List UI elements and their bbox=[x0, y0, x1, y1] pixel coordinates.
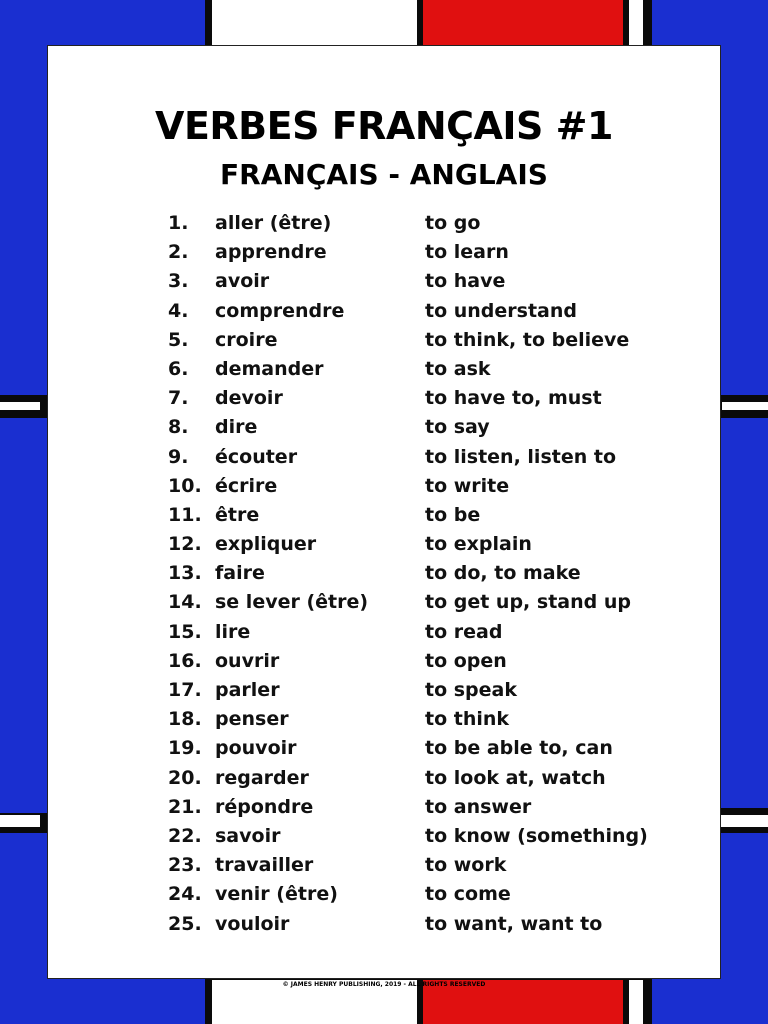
french-verb: parler bbox=[215, 679, 280, 701]
item-number: 15. bbox=[168, 620, 202, 643]
french-verb: ouvrir bbox=[215, 649, 280, 672]
page-title: VERBES FRANÇAIS #1 bbox=[155, 104, 613, 148]
vocabulary-card bbox=[47, 45, 721, 979]
english-translation: to speak bbox=[425, 679, 518, 701]
item-number: 4. bbox=[168, 299, 189, 322]
item-number: 16. bbox=[168, 649, 202, 672]
item-number: 12. bbox=[168, 533, 202, 556]
list-item bbox=[48, 735, 720, 764]
item-number: 6. bbox=[168, 357, 189, 380]
red-block-top bbox=[423, 0, 623, 45]
english-translation: to listen, listen to bbox=[425, 445, 616, 468]
list-item bbox=[48, 765, 720, 794]
list-item bbox=[48, 210, 720, 239]
item-number: 24. bbox=[168, 883, 202, 906]
list-item bbox=[48, 794, 720, 823]
item-number: 11. bbox=[168, 503, 202, 526]
item-number: 20. bbox=[168, 766, 202, 789]
english-translation: to be bbox=[425, 503, 481, 526]
list-item bbox=[48, 327, 720, 356]
french-verb: aller (être) bbox=[215, 212, 332, 234]
english-translation: to think, to believe bbox=[425, 328, 630, 351]
white-strip-left-mid bbox=[0, 402, 40, 410]
item-number: 21. bbox=[168, 795, 202, 818]
french-verb: travailler bbox=[215, 854, 314, 877]
list-item bbox=[48, 414, 720, 443]
english-translation: to go bbox=[425, 212, 481, 234]
french-verb: faire bbox=[215, 562, 265, 585]
english-translation: to ask bbox=[425, 357, 491, 380]
white-strip-left-low bbox=[0, 815, 40, 827]
list-item bbox=[48, 648, 720, 677]
list-item bbox=[48, 385, 720, 414]
list-item bbox=[48, 706, 720, 735]
list-item bbox=[48, 823, 720, 852]
english-translation: to have bbox=[425, 270, 506, 293]
french-verb: penser bbox=[215, 708, 289, 731]
list-item bbox=[48, 268, 720, 297]
french-verb: regarder bbox=[215, 766, 309, 789]
english-translation: to think bbox=[425, 708, 510, 731]
french-verb: venir (être) bbox=[215, 883, 338, 906]
french-verb: être bbox=[215, 503, 260, 526]
french-verb: dire bbox=[215, 416, 258, 439]
item-number: 7. bbox=[168, 387, 189, 410]
french-verb: devoir bbox=[215, 387, 283, 410]
list-item bbox=[48, 852, 720, 881]
french-verb: avoir bbox=[215, 270, 270, 293]
french-verb: vouloir bbox=[215, 912, 290, 935]
item-number: 5. bbox=[168, 328, 189, 351]
english-translation: to write bbox=[425, 474, 510, 497]
english-translation: to look at, watch bbox=[425, 766, 606, 789]
page-subtitle: FRANÇAIS - ANGLAIS bbox=[220, 158, 548, 191]
english-translation: to know (something) bbox=[425, 824, 648, 847]
item-number: 14. bbox=[168, 591, 202, 614]
verb-list bbox=[48, 210, 720, 940]
french-verb: comprendre bbox=[215, 299, 345, 322]
list-item bbox=[48, 444, 720, 473]
item-number: 10. bbox=[168, 474, 202, 497]
item-number: 3. bbox=[168, 270, 189, 293]
english-translation: to get up, stand up bbox=[425, 591, 631, 614]
list-item bbox=[48, 911, 720, 940]
english-translation: to be able to, can bbox=[425, 737, 613, 760]
french-verb: écrire bbox=[215, 474, 278, 497]
english-translation: to learn bbox=[425, 241, 509, 264]
english-translation: to have to, must bbox=[425, 387, 602, 410]
item-number: 22. bbox=[168, 824, 202, 847]
item-number: 17. bbox=[168, 679, 202, 701]
french-verb: se lever (être) bbox=[215, 591, 369, 614]
list-item bbox=[48, 619, 720, 648]
french-verb: croire bbox=[215, 328, 278, 351]
list-item bbox=[48, 502, 720, 531]
list-item bbox=[48, 531, 720, 560]
item-number: 18. bbox=[168, 708, 202, 731]
french-verb: lire bbox=[215, 620, 251, 643]
english-translation: to come bbox=[425, 883, 511, 906]
copyright-footer: © JAMES HENRY PUBLISHING, 2019 - ALL RIGHTS RESERVED bbox=[282, 981, 486, 988]
english-translation: to do, to make bbox=[425, 562, 581, 585]
item-number: 23. bbox=[168, 854, 202, 877]
english-translation: to work bbox=[425, 854, 507, 877]
french-verb: répondre bbox=[215, 795, 314, 818]
english-translation: to understand bbox=[425, 299, 577, 322]
item-number: 2. bbox=[168, 241, 189, 264]
french-verb: apprendre bbox=[215, 241, 327, 264]
english-translation: to open bbox=[425, 649, 507, 672]
item-number: 9. bbox=[168, 445, 189, 468]
list-item bbox=[48, 298, 720, 327]
list-item bbox=[48, 356, 720, 385]
list-item bbox=[48, 881, 720, 910]
english-translation: to explain bbox=[425, 533, 532, 556]
item-number: 1. bbox=[168, 212, 189, 234]
french-verb: pouvoir bbox=[215, 737, 297, 760]
list-item bbox=[48, 473, 720, 502]
white-strip-top bbox=[629, 0, 643, 45]
french-verb: savoir bbox=[215, 824, 281, 847]
english-translation: to answer bbox=[425, 795, 532, 818]
item-number: 8. bbox=[168, 416, 189, 439]
item-number: 19. bbox=[168, 737, 202, 760]
list-item bbox=[48, 239, 720, 268]
english-translation: to read bbox=[425, 620, 503, 643]
english-translation: to want, want to bbox=[425, 912, 603, 935]
list-item bbox=[48, 560, 720, 589]
french-verb: demander bbox=[215, 357, 324, 380]
item-number: 25. bbox=[168, 912, 202, 935]
white-strip-right-mid bbox=[722, 402, 768, 410]
french-verb: écouter bbox=[215, 445, 298, 468]
english-translation: to say bbox=[425, 416, 490, 439]
item-number: 13. bbox=[168, 562, 202, 585]
list-item bbox=[48, 677, 720, 706]
white-block-top bbox=[212, 0, 417, 45]
french-verb: expliquer bbox=[215, 533, 317, 556]
list-item bbox=[48, 589, 720, 618]
